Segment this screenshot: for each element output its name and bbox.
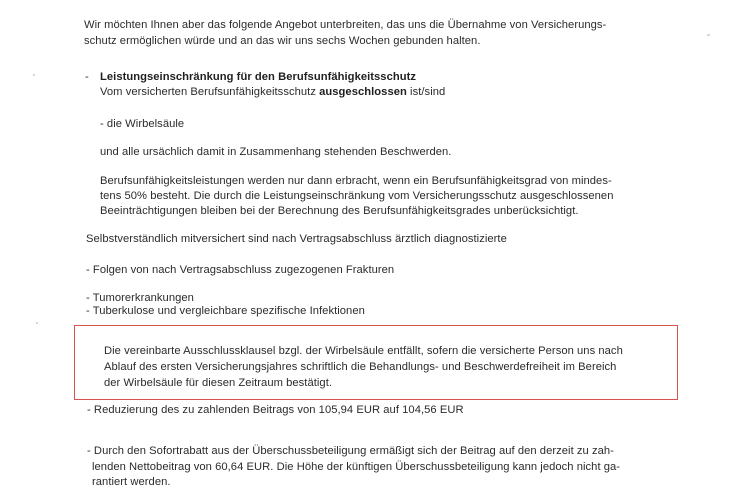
coinsured-item-3: - Tuberkulose und vergleichbare spezifische Infektionen xyxy=(86,305,365,317)
discount-line-1: - Durch den Sofortrabatt aus der Überschussbeteiligung ermäßigt sich der Beitrag auf den derzeit zu zah- xyxy=(87,445,614,457)
restriction-heading: Leistungseinschränkung für den Berufsunfähigkeitsschutz xyxy=(100,71,417,83)
restriction-dash: - xyxy=(85,71,89,83)
restriction-para-line-2: tens 50% besteht. Die durch die Leistungseinschränkung vom Versicherungsschutz ausgeschlossenen xyxy=(100,190,614,202)
exclusion-clause-line-1: Die vereinbarte Ausschlussklausel bzgl. der Wirbelsäule entfällt, sofern die versicherte Person uns nach xyxy=(104,345,623,357)
coinsured-item-2: - Tumorerkrankungen xyxy=(86,292,194,304)
restriction-item: - die Wirbelsäule xyxy=(100,118,185,130)
discount-line-2: lenden Nettobeitrag von 60,64 EUR. Die Höhe der künftigen Überschussbeteiligung kann jedoch nicht ga- xyxy=(92,461,621,473)
exclusion-clause-line-3: der Wirbelsäule für diesen Zeitraum bestätigt. xyxy=(104,377,333,389)
restriction-sub-suffix: ist/sind xyxy=(406,86,446,98)
restriction-sub-prefix: Vom versicherten Berufsunfähigkeitsschutz xyxy=(100,86,320,98)
intro-line-2: schutz ermöglichen würde und an das wir uns sechs Wochen gebunden halten. xyxy=(84,35,481,47)
scan-speck xyxy=(33,74,35,76)
reduction-item: - Reduzierung des zu zahlenden Beitrags von 105,94 EUR auf 104,56 EUR xyxy=(87,404,464,416)
restriction-para-line-1: Berufsunfähigkeitsleistungen werden nur dann erbracht, wenn ein Berufsunfähigkeitsgrad von mindes- xyxy=(100,175,612,187)
restriction-para-line-3: Beeinträchtigungen bleiben bei der Berechnung des Berufsunfähigkeitsgrades unberücksichtigt. xyxy=(100,205,579,217)
intro-line-1: Wir möchten Ihnen aber das folgende Angebot unterbreiten, das uns die Übernahme von Versicherungs- xyxy=(84,19,607,31)
restriction-subheading xyxy=(100,85,445,100)
scan-speck xyxy=(36,322,38,324)
restriction-sub-bold: ausgeschlossen xyxy=(319,86,407,98)
discount-line-3: rantiert werden. xyxy=(92,476,171,488)
exclusion-clause-line-2: Ablauf des ersten Versicherungsjahres schriftlich die Behandlungs- und Beschwerdefreiheit im Bereich xyxy=(104,361,617,373)
restriction-related: und alle ursächlich damit in Zusammenhang stehenden Beschwerden. xyxy=(100,146,452,158)
scan-speck xyxy=(707,34,710,36)
coinsured-item-1: - Folgen von nach Vertragsabschluss zugezogenen Frakturen xyxy=(86,264,395,276)
coinsured-intro: Selbstverständlich mitversichert sind nach Vertragsabschluss ärztlich diagnostizierte xyxy=(86,233,507,245)
